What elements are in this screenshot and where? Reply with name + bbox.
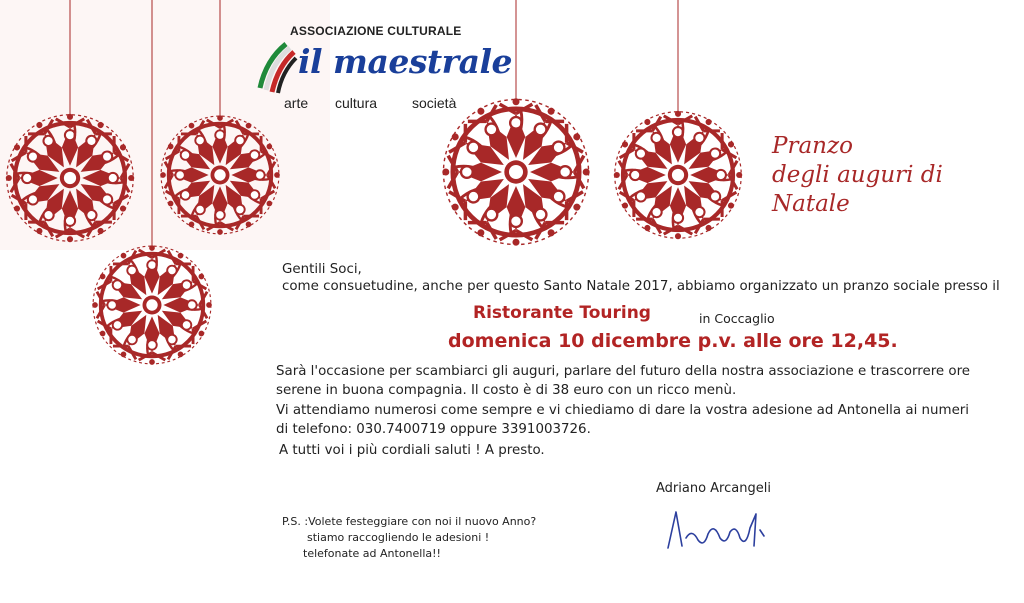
title-line-1: Pranzo [772,133,853,159]
postscript-line-2: stiamo raccogliendo le adesioni ! [307,531,490,544]
logo-tagline-societa: società [412,95,457,111]
postscript-line-1: P.S. :Volete festeggiare con noi il nuovo Anno? [282,515,537,528]
signature-scribble-icon [668,512,764,548]
letter-greeting: Gentili Soci, [282,262,362,277]
snowflake-ornament-icon [607,104,749,246]
title-line-2: degli auguri di [772,162,943,188]
restaurant-name: Ristorante Touring [473,303,651,323]
letter-body-line-3: Vi attendiamo numerosi come sempre e vi chiediamo di dare la vostra adesione ad Antonella ai numeri [276,403,970,418]
logo-tagline-cultura: cultura [335,95,378,111]
letter-body-line-1: Sarà l'occasione per scambiarci gli auguri, parlare del futuro della nostra associazione e trascorrere ore [276,364,971,379]
logo-name: il maestrale [298,42,512,81]
restaurant-location: in Coccaglio [699,311,775,326]
snowflake-ornament-icon [86,239,218,371]
title-line-3: Natale [772,191,850,217]
logo-tagline-arte: arte [284,95,309,111]
letter-body-line-2: serene in buona compagnia. Il costo è di 38 euro con un ricco menù. [276,383,737,398]
letter-closing: A tutti voi i più cordiali saluti ! A presto. [279,443,545,458]
signer-name: Adriano Arcangeli [656,481,771,496]
logo-association-label: ASSOCIAZIONE CULTURALE [290,24,462,38]
snowflake-ornament-icon [435,91,598,254]
letter-intro: come consuetudine, anche per questo Santo Natale 2017, abbiamo organizzato un pranzo sociale presso il [282,279,1000,294]
postscript-line-3: telefonate ad Antonella!! [303,547,441,560]
letter-body-line-4: di telefono: 030.7400719 oppure 3391003726. [276,422,591,437]
event-date: domenica 10 dicembre p.v. alle ore 12,45. [448,330,898,352]
